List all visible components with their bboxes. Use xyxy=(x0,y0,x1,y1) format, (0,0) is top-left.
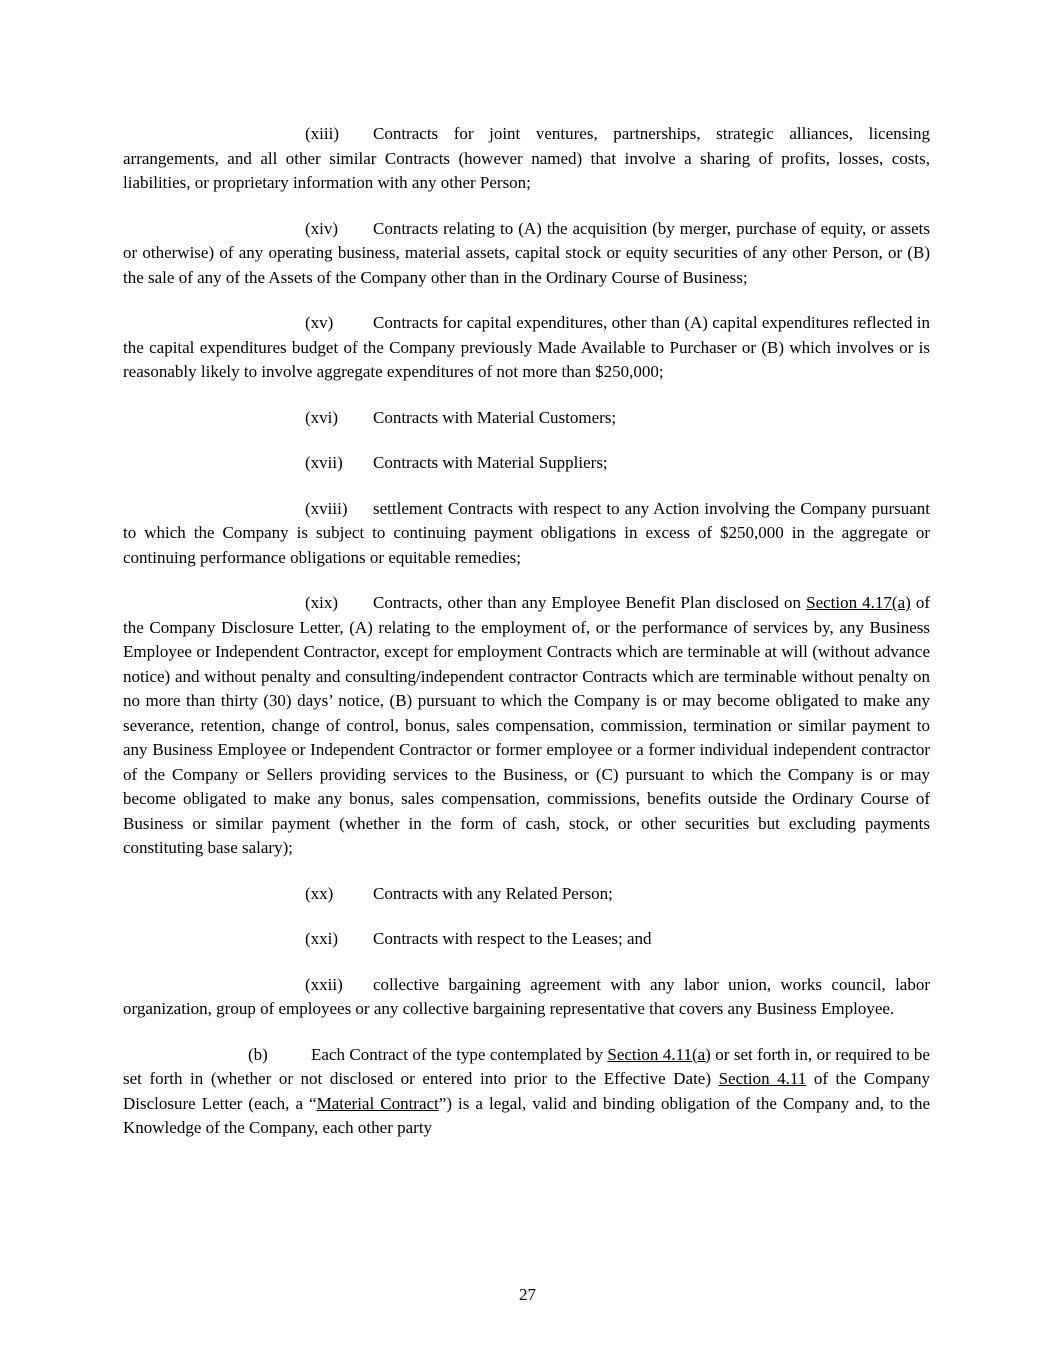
paragraph-xiii xyxy=(123,122,930,196)
paragraph-number: (xvi) xyxy=(305,407,339,427)
paragraph-xviii xyxy=(123,497,930,571)
paragraph-number: (xx) xyxy=(305,883,334,903)
paragraph-text: Contracts with any Related Person; xyxy=(373,883,613,903)
paragraph-number: (xv) xyxy=(305,313,334,332)
paragraph-text: or set forth in, or required to be set forth in (whether or not disclosed or entered into prior to the Effective Date) xyxy=(123,1044,930,1088)
page-footer xyxy=(0,1283,1055,1308)
paragraph-text: Contracts for joint ventures, partnerships, strategic alliances, licensing arrangements, and all other similar Contracts (however named) that involve a sharing of profits, losses, costs, liabilities, or proprietary information with any other Person; xyxy=(123,124,930,192)
section-reference: Section 4.11(a) xyxy=(607,1044,711,1064)
paragraph-xv xyxy=(123,311,930,385)
paragraph-xxii xyxy=(123,973,930,1022)
paragraph-text: ”) is a legal, valid and binding obligation of the Company and, to the Knowledge of the Company, each other party xyxy=(123,1093,930,1137)
paragraph-text: Contracts for capital expenditures, other than (A) capital expenditures reflected in the capital expenditures budget of the Company previously Made Available to Purchaser or (B) which involves or is reasonably likely to involve aggregate expenditures of not more than $250,000; xyxy=(123,313,930,381)
document-body xyxy=(123,122,930,1141)
paragraph-xvii xyxy=(123,451,930,476)
paragraph-text: of the Company Disclosure Letter, (A) relating to the employment of, or the performance of services by, any Business Employee or Independent Contractor, except for employment Contracts which are terminable at will (without advance notice) and without penalty and consulting/independent contractor Contracts which are terminable without penalty on no more than thirty (30) days’ notice, (B) pursuant to which the Company is or may become obligated to make any severance, retention, change of control, bonus, sales compensation, commission, termination or similar payment to any Business Employee or Independent Contractor or former employee or a former individual independent contractor of the Company or Sellers providing services to the Business, or (C) pursuant to which the Company is or may become obligated to make any bonus, sales compensation, commissions, benefits outside the Ordinary Course of Business or similar payment (whether in the form of cash, stock, or other securities but excluding payments constituting base salary); xyxy=(123,593,930,857)
paragraph-text: Contracts, other than any Employee Benefit Plan disclosed on xyxy=(373,593,807,612)
paragraph-xiv xyxy=(123,217,930,291)
section-reference: Section 4.11 xyxy=(718,1069,807,1088)
paragraph-number: (xiii) xyxy=(305,124,339,143)
section-reference: Material Contract xyxy=(316,1093,439,1113)
paragraph-number: (b) xyxy=(248,1044,268,1064)
page-number: 27 xyxy=(519,1284,536,1304)
paragraph-text: settlement Contracts with respect to any Action involving the Company pursuant to which the Company is subject to continuing payment obligations in excess of $250,000 in the aggregate or continuing performance obligations or equitable remedies; xyxy=(123,498,930,567)
paragraph-text: collective bargaining agreement with any labor union, works council, labor organization, group of employees or any collective bargaining representative that covers any Business Employee. xyxy=(123,974,930,1018)
paragraph-text: Contracts with Material Customers; xyxy=(373,407,617,427)
paragraph-text: Contracts with respect to the Leases; and xyxy=(373,929,652,948)
paragraph-number: (xxi) xyxy=(305,929,339,948)
paragraph-xx xyxy=(123,882,930,907)
section-reference: Section 4.17(a) xyxy=(806,593,911,612)
paragraph-text: Contracts with Material Suppliers; xyxy=(373,453,608,472)
paragraph-text: of the Company Disclosure Letter (each, a “ xyxy=(123,1069,930,1113)
paragraph-b xyxy=(123,1043,930,1141)
paragraph-number: (xiv) xyxy=(305,218,339,238)
paragraph-xvi xyxy=(123,406,930,431)
paragraph-number: (xix) xyxy=(305,593,339,612)
paragraph-number: (xxii) xyxy=(305,974,343,994)
paragraph-number: (xviii) xyxy=(305,498,348,518)
paragraph-xix xyxy=(123,591,930,861)
paragraph-number: (xvii) xyxy=(305,453,343,472)
paragraph-xxi xyxy=(123,927,930,952)
paragraph-text: Contracts relating to (A) the acquisition (by merger, purchase of equity, or assets or otherwise) of any operating business, material assets, capital stock or equity securities of any other Person, or (B) the sale of any of the Assets of the Company other than in the Ordinary Course of Business; xyxy=(123,218,930,287)
paragraph-text: Each Contract of the type contemplated by xyxy=(311,1044,608,1064)
